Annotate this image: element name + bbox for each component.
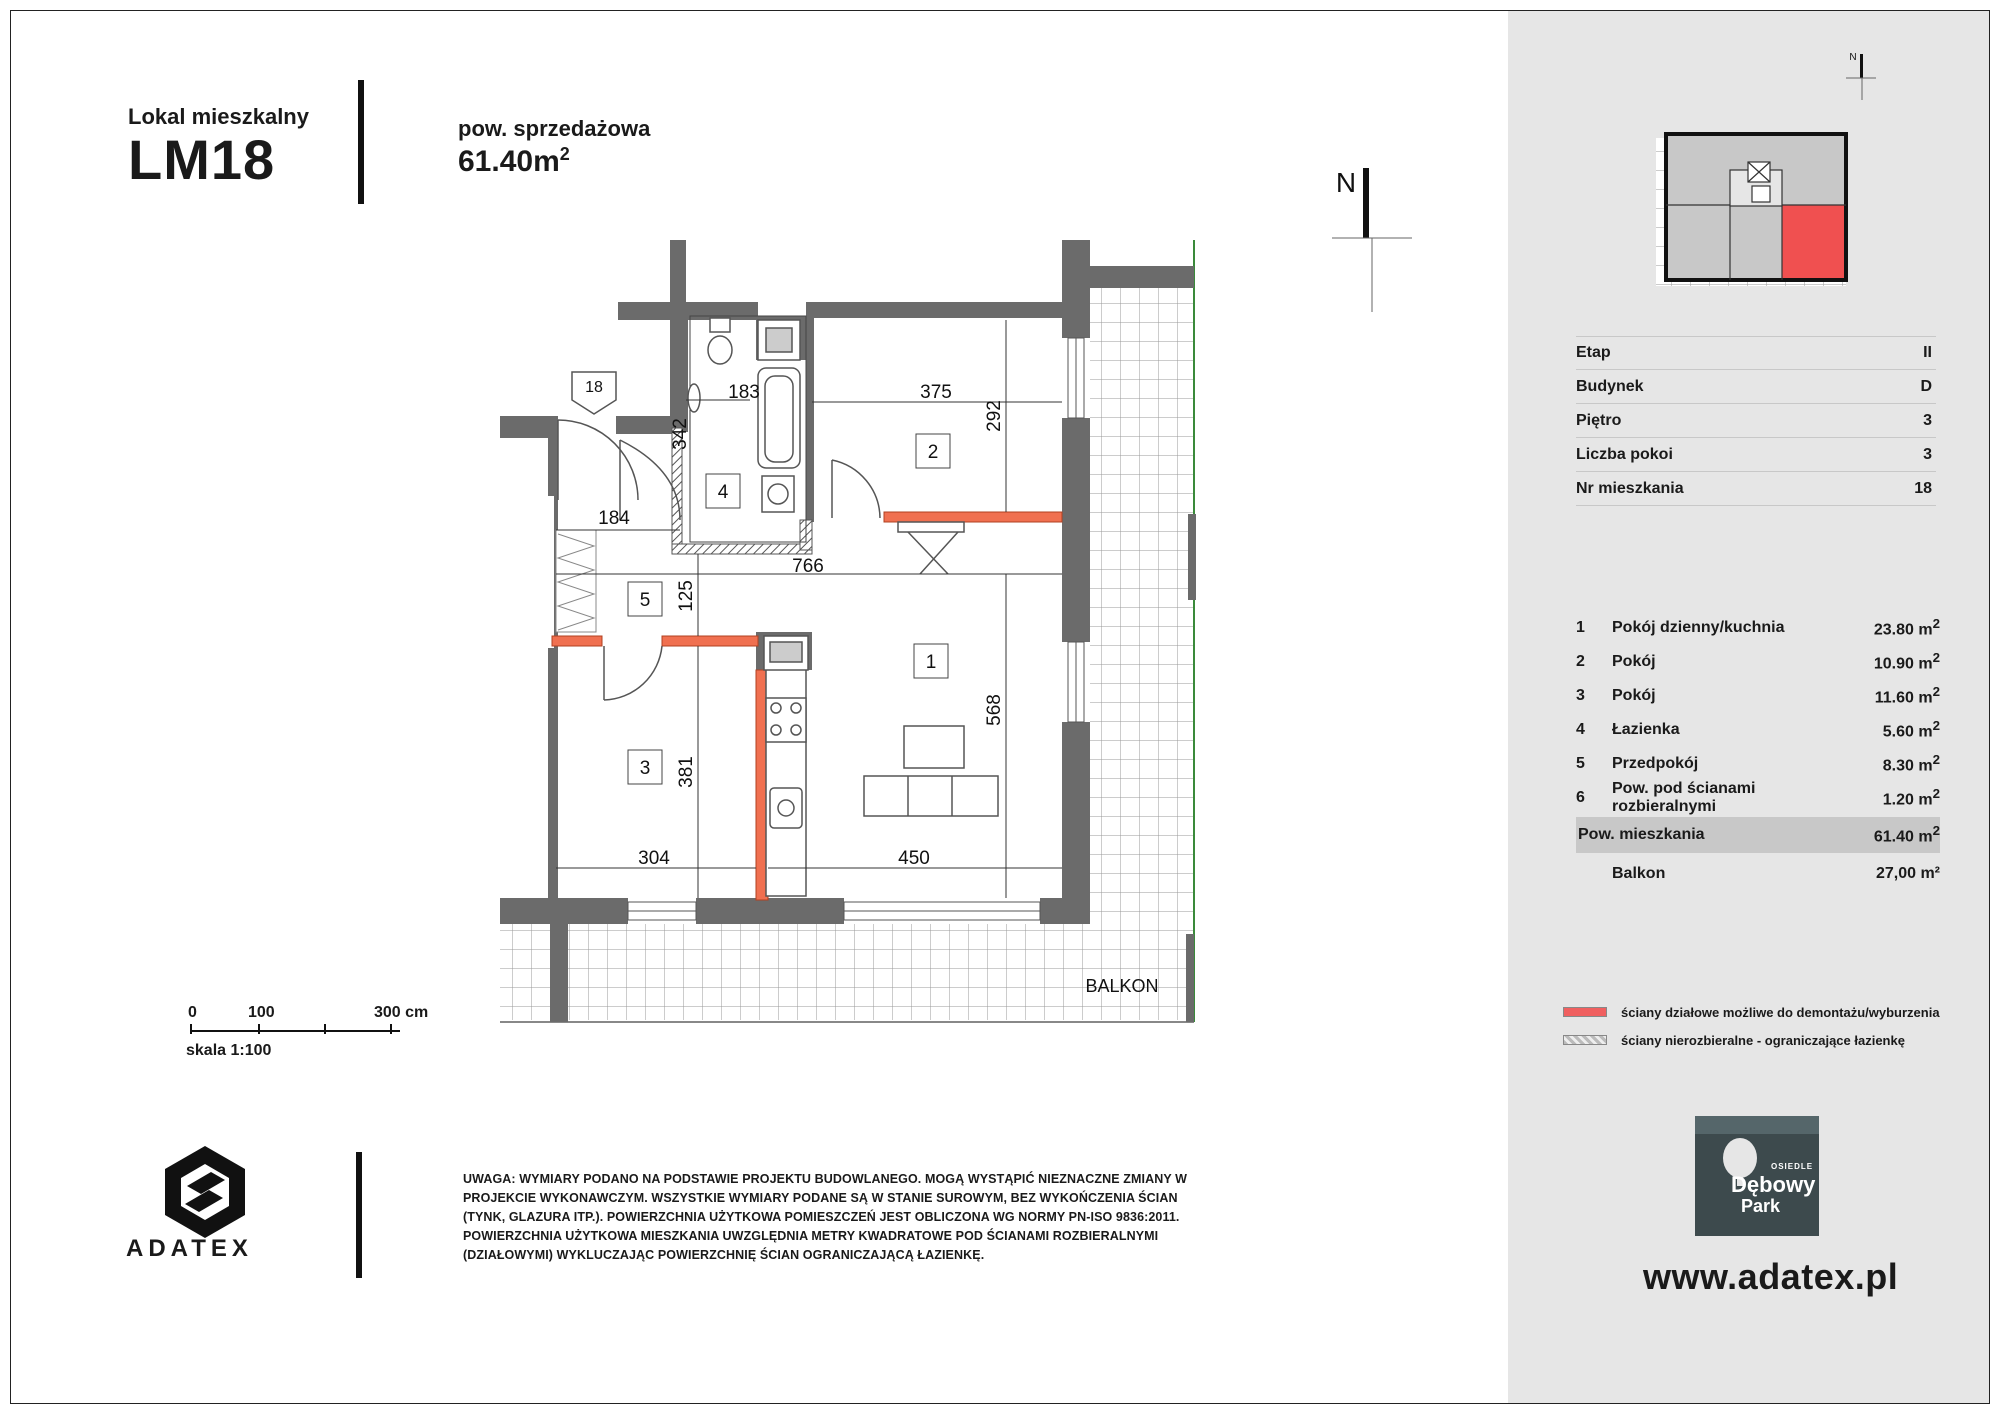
removable-swatch: [1563, 1007, 1607, 1017]
doors: [558, 420, 880, 700]
legend: [1563, 998, 1940, 1054]
unit-type-label: Lokal mieszkalny: [128, 104, 309, 129]
company-name: ADATEX: [126, 1235, 253, 1262]
dim-568: 568: [984, 694, 1005, 726]
north-compass: [1332, 167, 1412, 312]
unit-code: LM18: [128, 128, 276, 191]
mini-north-label: N: [1849, 52, 1857, 63]
rooms-area-table: [1576, 611, 1940, 891]
room-row: 2 Pokój 10.90 $m^2$: [1576, 650, 1940, 673]
entry-marker-label: 18: [585, 379, 603, 396]
legend-removable: ściany działowe możliwe do demontażu/wyburzenia: [1563, 998, 1940, 1026]
scale-label-100: 100: [248, 1004, 275, 1021]
unit-info-table: [1576, 336, 1936, 506]
room-row: 6 Pow. pod ścianami rozbieralnymi 1.20 $m^2$: [1576, 780, 1940, 815]
balcony-area-row: Balkon 27,00 m²: [1612, 865, 1940, 882]
area-value: $61.40m^2$: [458, 144, 570, 178]
debowy-park-logo: OSIEDLE Dębowy Park: [1695, 1116, 1819, 1236]
adatex-logo-icon: [165, 1146, 245, 1238]
footer-divider: [356, 1152, 362, 1278]
windows: [628, 338, 1084, 920]
scale-tick: [324, 1024, 326, 1034]
balcony-label: BALKON: [1085, 976, 1159, 996]
dim-304: 304: [638, 848, 670, 869]
room-2-label: 2: [927, 442, 939, 463]
room-row: 4 Łazienka 5.60 $m^2$: [1576, 718, 1940, 741]
total-area-row: Pow. mieszkania 61.40 $m^2$: [1576, 817, 1940, 853]
mini-compass: [1846, 52, 1876, 100]
scale-caption: skala 1:100: [186, 1042, 272, 1059]
north-label: N: [1335, 167, 1357, 198]
info-row-liczba-pokoi: Liczba pokoi 3: [1576, 438, 1936, 472]
dim-184: 184: [598, 508, 630, 529]
room-5-label: 5: [639, 590, 651, 611]
dim-183: 183: [728, 382, 760, 403]
scale-tick: [190, 1024, 192, 1034]
kitchen-fixtures: [764, 636, 808, 896]
scale-label-300: 300 cm: [374, 1004, 429, 1021]
legend-fixed: ściany nierozbieralne - ograniczające łazienkę: [1563, 1026, 1940, 1054]
dim-450: 450: [898, 848, 930, 869]
fixed-swatch: [1563, 1035, 1607, 1045]
window-details: [628, 338, 1076, 911]
info-row-pietro: Piętro 3: [1576, 404, 1936, 438]
dim-375: 375: [920, 382, 952, 403]
dim-766: 766: [792, 556, 824, 577]
room-4-label: 4: [717, 482, 729, 503]
area-label: pow. sprzedażowa: [458, 116, 651, 141]
room-row: 5 Przedpokój 8.30 $m^2$: [1576, 752, 1940, 775]
website-url: www.adatex.pl: [1643, 1256, 1899, 1297]
info-row-etap: Etap II: [1576, 336, 1936, 370]
dim-125: 125: [676, 580, 697, 612]
info-row-budynek: Budynek D: [1576, 370, 1936, 404]
scale-tick: [390, 1024, 392, 1034]
wardrobe: [556, 530, 596, 632]
dim-292: 292: [984, 400, 1005, 432]
room-row: 1 Pokój dzienny/kuchnia 23.80 $m^2$: [1576, 616, 1940, 639]
bathroom-fixtures: [688, 318, 800, 512]
info-row-nr-mieszkania: Nr mieszkania 18: [1576, 472, 1936, 506]
dim-342: 342: [670, 418, 691, 450]
building-key-plan: [1656, 134, 1846, 286]
room-3-label: 3: [639, 758, 651, 779]
room-1-label: 1: [925, 652, 937, 673]
room-row: 3 Pokój 11.60 $m^2$: [1576, 684, 1940, 707]
scale-bar: [180, 1000, 440, 1070]
scale-label-0: 0: [188, 1004, 197, 1021]
dim-381: 381: [676, 756, 697, 788]
scale-tick: [258, 1024, 260, 1034]
disclaimer-note: UWAGA: WYMIARY PODANO NA PODSTAWIE PROJEKTU BUDOWLANEGO. MOGĄ WYSTĄPIĆ NIEZNACZNE ZMIANY W PROJEKCIE WYKONAWCZYM. WSZYSTKIE WYMIARY PODANE SĄ W STANIE SUROWYM, BEZ WYKOŃCZENIA ŚCIAN (TYNK, GLAZURA ITP.). POWIERZCHNIA UŻYTKOWA POMIESZCZEŃ JEST OBLICZONA WG NORMY PN-ISO 9836:2011. POWIERZCHNIA UŻYTKOWA MIESZKANIA UWZGLĘDNIA METRY KWADRATOWE POD ŚCIANAMI ROZBIERALNYMI (DZIAŁOWYMI) WYKLUCZAJĄC POWIERZCHNIĘ ŚCIAN OGRANICZAJĄCĄ ŁAZIENKĘ.: [463, 1172, 1188, 1262]
scale-line: [190, 1030, 400, 1032]
